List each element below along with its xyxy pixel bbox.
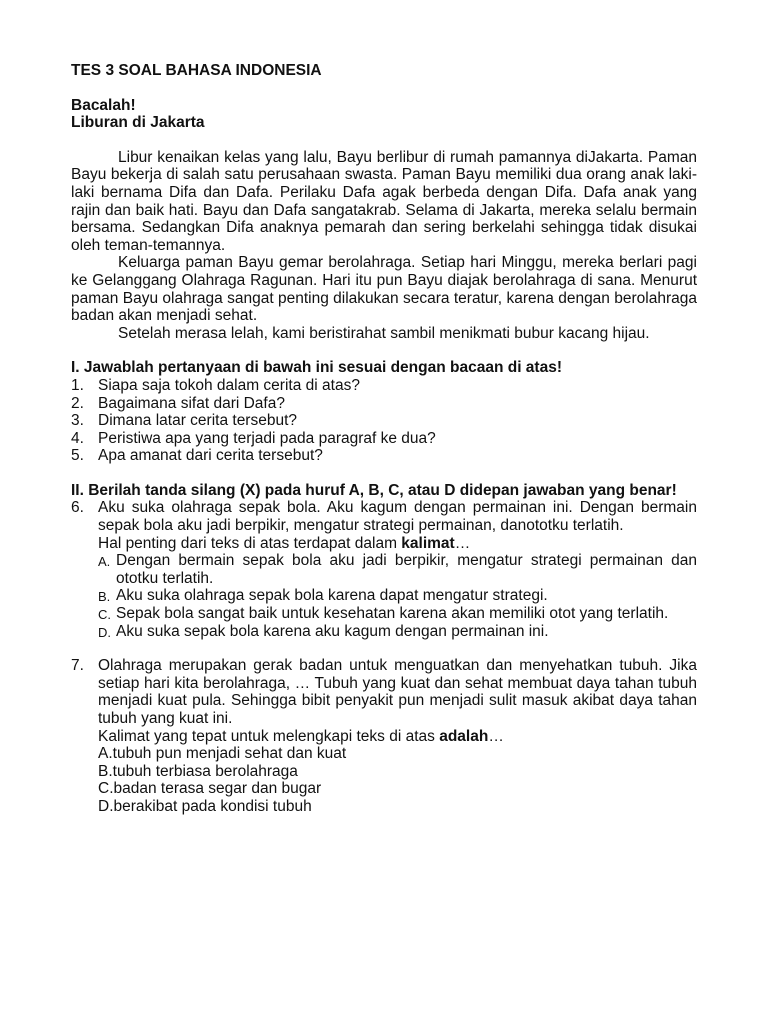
answer-option-b[interactable] <box>71 587 697 605</box>
answer-option-a[interactable] <box>71 552 697 587</box>
question-text: Apa amanat dari cerita tersebut? <box>98 447 323 465</box>
option-letter: B. <box>98 589 111 605</box>
document-content <box>71 62 697 816</box>
question-number: 6. <box>71 499 84 517</box>
section-2-heading: II. Berilah tanda silang (X) pada huruf A, B, C, atau D didepan jawaban yang benar! <box>71 481 677 499</box>
page-title: TES 3 SOAL BAHASA INDONESIA <box>71 62 322 79</box>
option-letter: C. <box>98 607 111 623</box>
question-prompt: Hal penting dari teks di atas terdapat dalam kalimat… <box>98 534 471 552</box>
answer-option-c[interactable]: C.badan terasa segar dan bugar <box>98 780 322 798</box>
option-text: Aku suka olahraga sepak bola karena dapat mengatur strategi. <box>116 587 548 605</box>
list-item <box>71 377 697 395</box>
option-text: Dengan bermain sepak bola aku jadi berpikir, mengatur strategi permainan dan ototku terlatih. <box>116 552 697 587</box>
section-1-question-list <box>71 377 697 465</box>
question-text: Aku suka olahraga sepak bola. Aku kagum dengan permainan ini. Dengan bermain sepak bola aku jadi berpikir, mengatur strategi permainan, danototku terlatih. <box>98 499 697 535</box>
answer-option-c[interactable] <box>71 605 697 623</box>
question-prompt: Kalimat yang tepat untuk melengkapi teks di atas adalah… <box>98 727 504 745</box>
answer-option-b[interactable]: B.tubuh terbiasa berolahraga <box>98 762 298 780</box>
question-text: Peristiwa apa yang terjadi pada paragraf ke dua? <box>98 429 436 447</box>
story-paragraph: Libur kenaikan kelas yang lalu, Bayu berlibur di rumah pamannya diJakarta. Paman Bayu bekerja di salah satu perusahaan swasta. Paman Bayu memiliki dua orang anak laki-laki bernama Difa dan Dafa. Perilaku Dafa agak berbeda dengan Difa. Dafa anak yang rajin dan baik hati. Bayu dan Dafa sangatakrab. Selama di Jakarta, mereka selalu bermain bersama. Sedangkan Difa anaknya pemarah dan sering berkelahi sehingga tidak disukai oleh teman-temannya. <box>71 148 697 254</box>
question-number: 5. <box>71 447 84 465</box>
option-letter: A. <box>98 554 111 570</box>
list-item <box>71 447 697 465</box>
question-number: 3. <box>71 412 84 430</box>
option-text: Sepak bola sangat baik untuk kesehatan karena akan memiliki otot yang terlatih. <box>116 605 669 623</box>
answer-option-d[interactable] <box>71 623 697 641</box>
question-text: Olahraga merupakan gerak badan untuk menguatkan dan menyehatkan tubuh. Jika setiap hari kita berolahraga, … Tubuh yang kuat dan sehat membuat daya tahan tubuh menjadi kuat pula. Sehingga bibit penyakit pun menjadi sulit masuk akibat daya tahan tubuh yang kuat ini. <box>98 657 697 727</box>
list-item <box>71 412 697 430</box>
story-paragraph: Keluarga paman Bayu gemar berolahraga. Setiap hari Minggu, mereka berlari pagi ke Gelanggang Olahraga Ragunan. Hari itu pun Bayu diajak berolahraga di sana. Menurut paman Bayu olahraga sangat penting dilakukan secara teratur, karena dengan berolahraga badan akan menjadi sehat. <box>71 254 697 325</box>
list-item <box>71 395 697 413</box>
question-number: 7. <box>71 657 84 675</box>
section-1-heading: I. Jawablah pertanyaan di bawah ini sesuai dengan bacaan di atas! <box>71 359 562 377</box>
question-number: 2. <box>71 394 84 412</box>
list-item <box>71 430 697 448</box>
option-text: Aku suka sepak bola karena aku kagum dengan permainan ini. <box>116 622 549 640</box>
question-text: Dimana latar cerita tersebut? <box>98 412 298 430</box>
question-text: Siapa saja tokoh dalam cerita di atas? <box>98 376 360 394</box>
question-number: 4. <box>71 429 84 447</box>
question-7 <box>71 657 697 815</box>
reading-instruction: Bacalah! <box>71 96 136 114</box>
option-letter: D. <box>98 624 111 640</box>
question-6 <box>71 499 697 552</box>
answer-option-d[interactable]: D.berakibat pada kondisi tubuh <box>98 797 312 815</box>
question-number: 1. <box>71 376 84 394</box>
answer-option-a[interactable]: A.tubuh pun menjadi sehat dan kuat <box>98 745 347 763</box>
story-paragraph: Setelah merasa lelah, kami beristirahat sambil menikmati bubur kacang hijau. <box>118 324 650 342</box>
story-title: Liburan di Jakarta <box>71 114 205 132</box>
question-text: Bagaimana sifat dari Dafa? <box>98 394 285 412</box>
